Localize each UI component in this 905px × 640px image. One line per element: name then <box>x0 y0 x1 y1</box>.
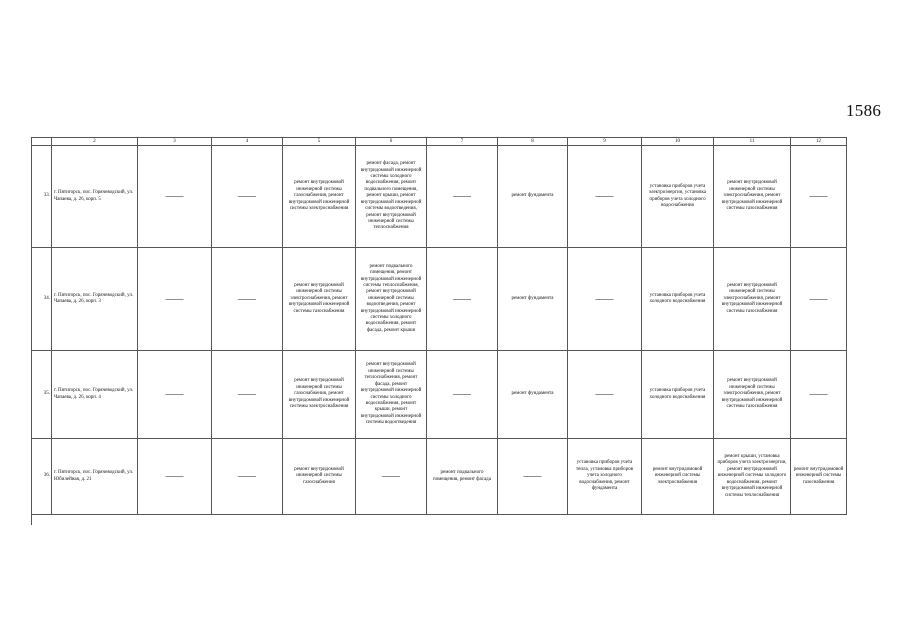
cell-col9: —— <box>568 351 642 439</box>
cell-col4: —— <box>212 351 283 439</box>
header-cell: 12 <box>791 138 847 146</box>
cell-col3: —— <box>138 248 212 351</box>
cell-col3: —— <box>138 351 212 439</box>
cell-col10: установка приборов учета электроэнергии, установка приборов учета холодного водоснабжения <box>642 146 714 248</box>
cell-col9: —— <box>568 248 642 351</box>
row-number: 33. <box>32 146 52 248</box>
cell-col10: установка приборов учета холодного водоснабжения <box>642 248 714 351</box>
address-cell: г. Пятигорск, пос. Горячеводский, ул. Чапаева, д. 26, корп. 5 <box>52 146 138 248</box>
cell-col5: ремонт внутридомовой инженерной системы газоснабжения <box>283 439 356 515</box>
cell-col6: —— <box>356 439 427 515</box>
cell-col10: ремонт внутридомовой инженерной системы электроснабжения <box>642 439 714 515</box>
header-cell: 4 <box>212 138 283 146</box>
page-number: 1586 <box>846 101 882 120</box>
cell-col9: установка приборов учета тепла, установка приборов учета холодного водоснабжения, ремонт фундамента <box>568 439 642 515</box>
cell-col12: ремонт внутридомовой инженерной системы газоснабжения <box>791 439 847 515</box>
cell-col3: —— <box>138 146 212 248</box>
cell-col6: ремонт подвального помещения, ремонт внутридомовой инженерной системы теплоснабжения, ремонт внутридомовой инженерной системы водоотведения, ремонт внутридомовой инженерной системы холодного водоснабжения, ремонт фасада, ремонт крыши <box>356 248 427 351</box>
cell-col12: —— <box>791 146 847 248</box>
row-number: 36. <box>32 439 52 515</box>
cell-col8: ремонт фундамента <box>498 146 568 248</box>
table-row <box>32 351 847 439</box>
cell-col11: ремонт внутридомовой инженерной системы электроснабжения, ремонт внутридомовой инженерной системы газоснабжения <box>714 351 791 439</box>
repair-schedule-table <box>31 137 847 515</box>
cell-col11: ремонт внутридомовой инженерной системы электроснабжения, ремонт внутридомовой инженерной системы газоснабжения <box>714 146 791 248</box>
cell-col8: —— <box>498 439 568 515</box>
cell-col8: ремонт фундамента <box>498 351 568 439</box>
cell-col10: установка приборов учета холодного водоснабжения <box>642 351 714 439</box>
cell-col3: —— <box>138 439 212 515</box>
header-cell: 5 <box>283 138 356 146</box>
header-cell: 2 <box>52 138 138 146</box>
cell-col8: ремонт фундамента <box>498 248 568 351</box>
cell-col12: —— <box>791 248 847 351</box>
header-cell: 11 <box>714 138 791 146</box>
column-number-row <box>32 138 847 146</box>
row-number: 34. <box>32 248 52 351</box>
table-row <box>32 439 847 515</box>
table-row <box>32 146 847 248</box>
cell-col4: —— <box>212 439 283 515</box>
address-cell: г. Пятигорск, пос. Горячеводский, ул. Чапаева, д. 26, корп. 4 <box>52 351 138 439</box>
cell-col5: ремонт внутридомовой инженерной системы электроснабжения, ремонт внутридомовой инженерной системы газоснабжения <box>283 248 356 351</box>
cell-col7: —— <box>427 146 498 248</box>
header-cell: 6 <box>356 138 427 146</box>
cell-col7: ремонт подвального помещения, ремонт фасада <box>427 439 498 515</box>
cell-col4: —— <box>212 248 283 351</box>
row-number: 35. <box>32 351 52 439</box>
header-cell: 9 <box>568 138 642 146</box>
cell-col7: —— <box>427 351 498 439</box>
address-cell: г. Пятигорск, пос. Горячеводский, ул. Юбилейная, д. 21 <box>52 439 138 515</box>
cell-col4: —— <box>212 146 283 248</box>
cell-col5: ремонт внутридомовой инженерной системы газоснабжения, ремонт внутридомовой инженерной системы электроснабжения <box>283 146 356 248</box>
address-cell: г. Пятигорск, пос. Горячеводский, ул. Чапаева, д. 26, корп. 3 <box>52 248 138 351</box>
cell-col9: —— <box>568 146 642 248</box>
cell-col11: ремонт крыши, установка приборов учета электроэнергии, ремонт внутридомовой инженерной системы холодного водоснабжения, ремонт внутридомовой инженерной системы теплоснабжения <box>714 439 791 515</box>
header-cell: 7 <box>427 138 498 146</box>
header-cell: 3 <box>138 138 212 146</box>
header-cell: 8 <box>498 138 568 146</box>
cell-col6: ремонт внутридомовой инженерной системы теплоснабжения, ремонт фасада, ремонт внутридомовой инженерной системы холодного водоснабжения, ремонт крыши, ремонт внутридомовой инженерной системы водоотведения <box>356 351 427 439</box>
table-row <box>32 248 847 351</box>
cell-col6: ремонт фасада, ремонт внутридомовой инженерной системы холодного водоснабжения, ремонт подвального помещения, ремонт крыши, ремонт внутридомовой инженерной системы водоотведения, ремонт внутридомовой инженерной системы теплоснабжения <box>356 146 427 248</box>
cell-col5: ремонт внутридомовой инженерной системы газоснабжения, ремонт внутридомовой инженерной системы электроснабжения <box>283 351 356 439</box>
header-cell: 10 <box>642 138 714 146</box>
header-cell-blank <box>32 138 52 146</box>
cell-col7: —— <box>427 248 498 351</box>
cell-col12: —— <box>791 351 847 439</box>
cell-col11: ремонт внутридомовой инженерной системы электроснабжения, ремонт внутридомовой инженерной системы газоснабжения <box>714 248 791 351</box>
